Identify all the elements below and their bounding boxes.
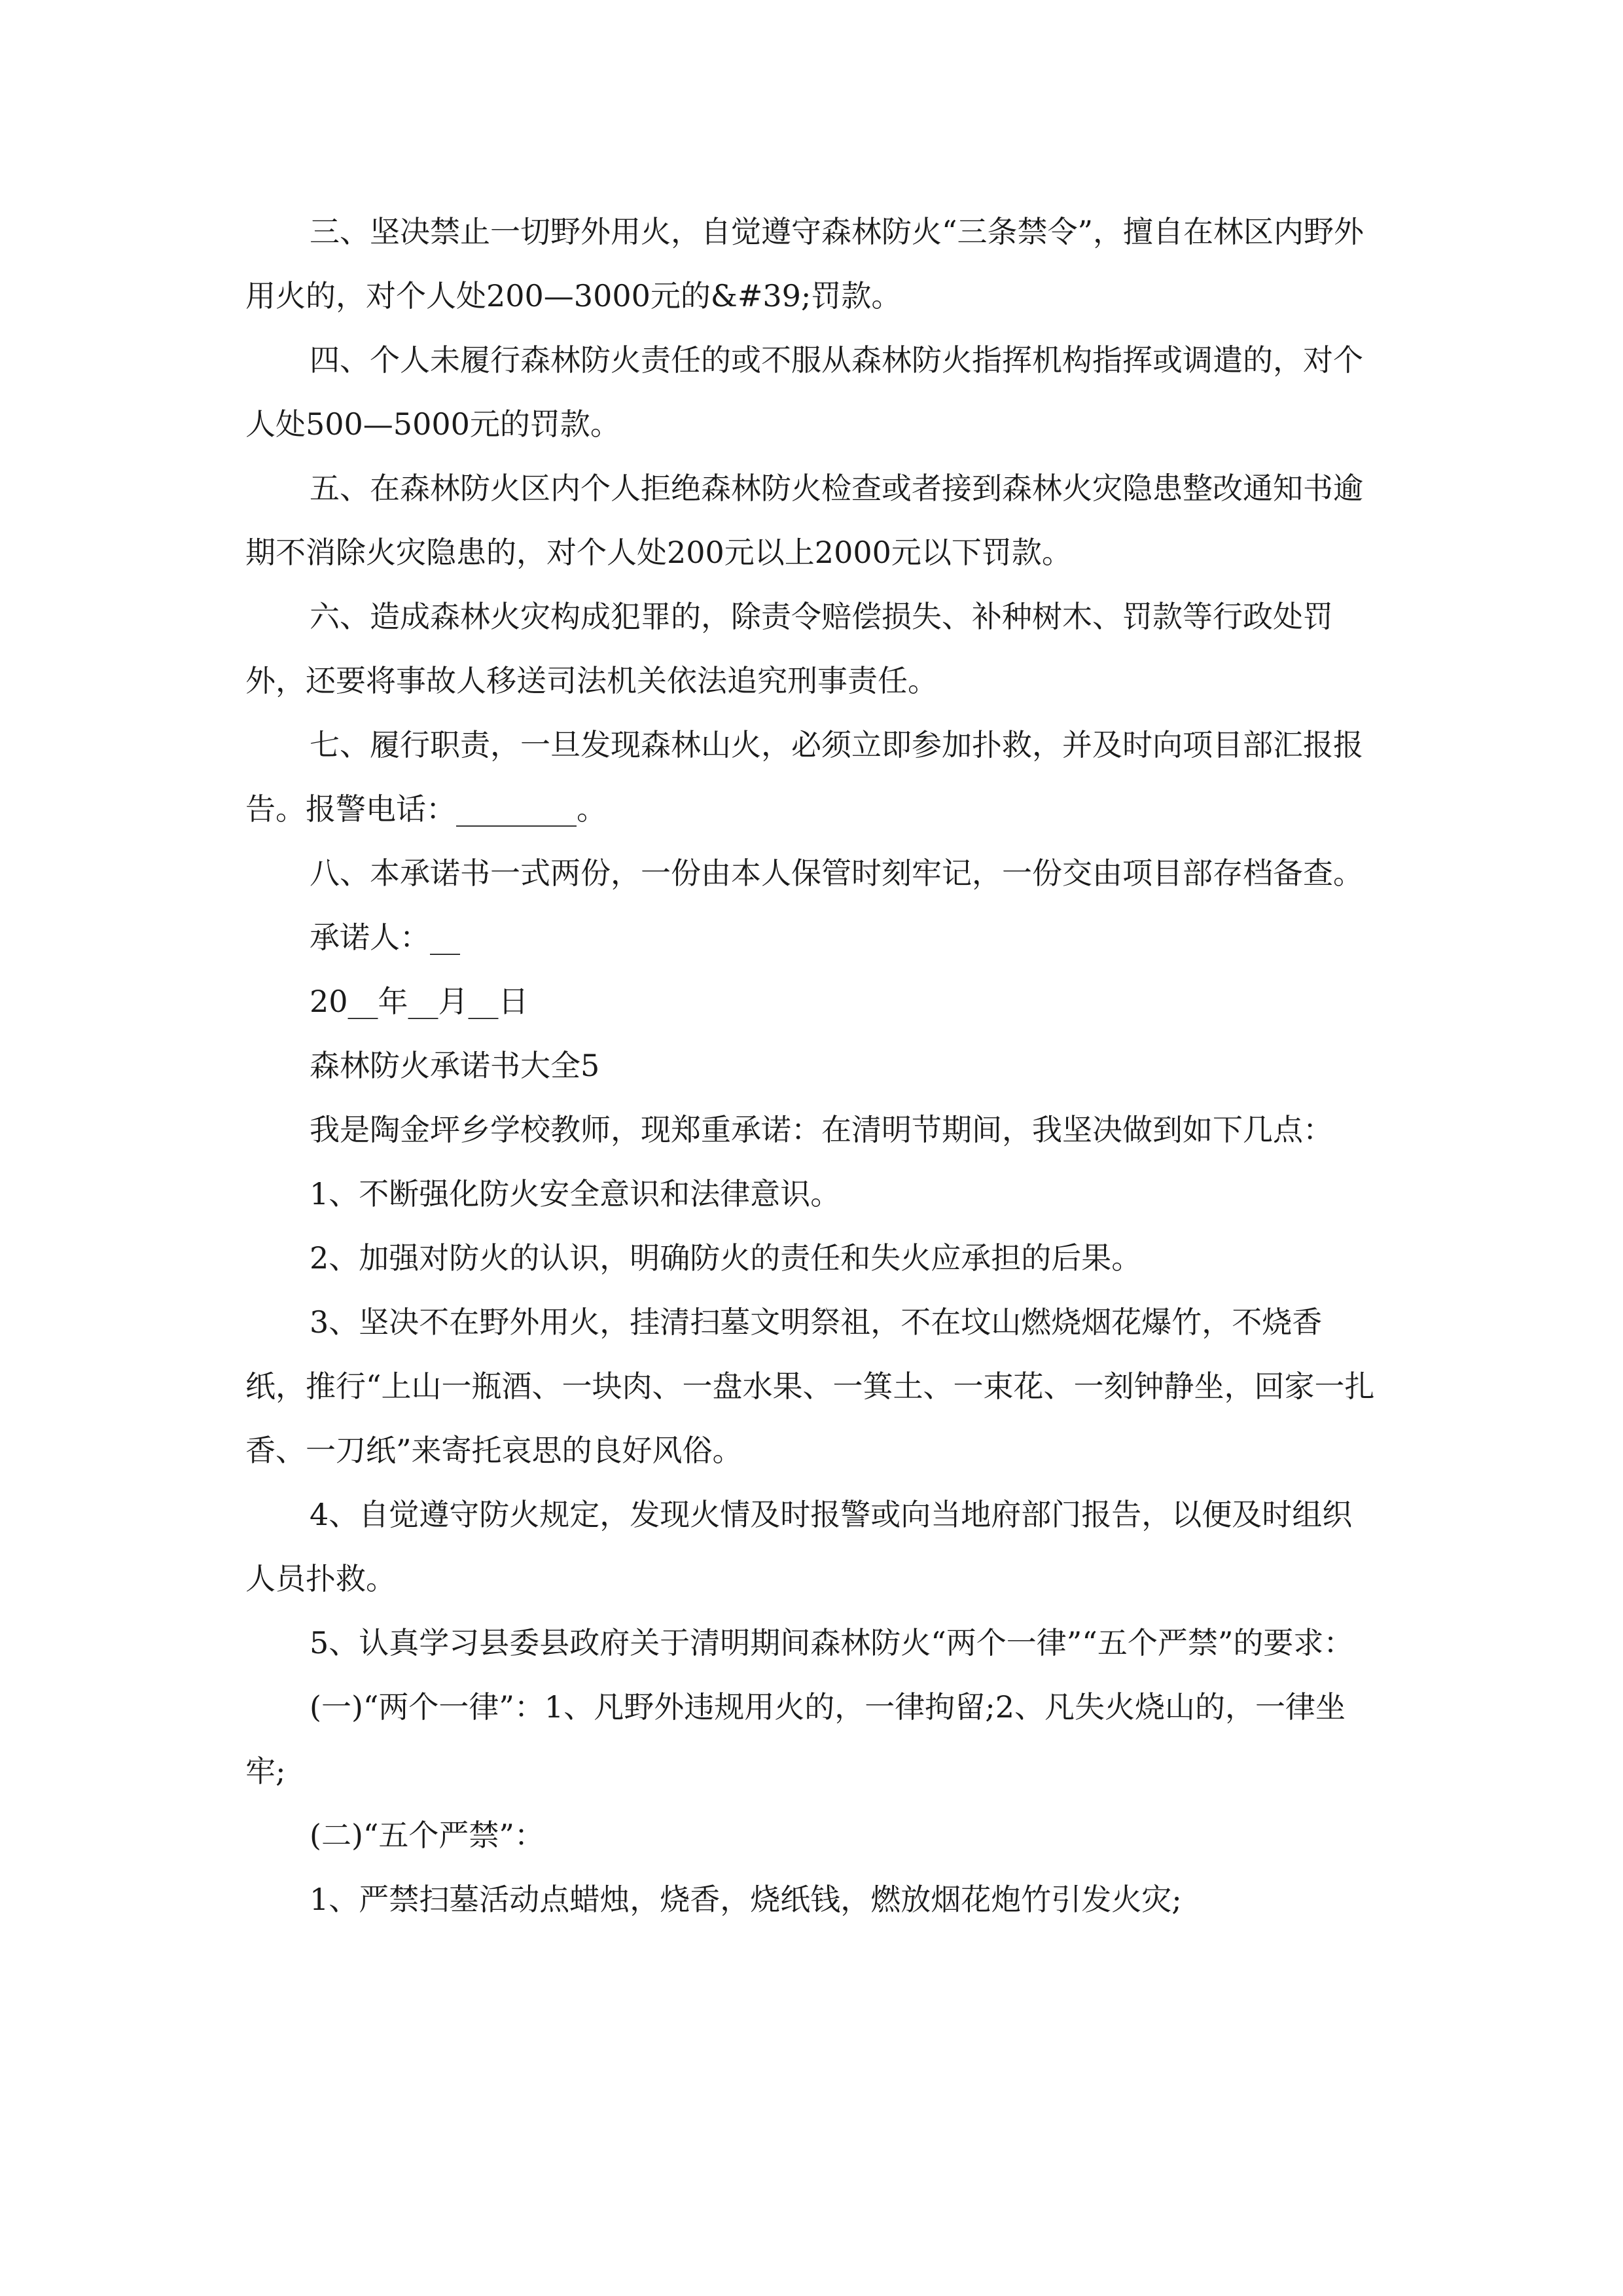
- paragraph-item-4: 四、个人未履行森林防火责任的或不服从森林防火指挥机构指挥或调遣的，对个人处500—5000元的罚款。: [245, 342, 1363, 442]
- intro-statement: 我是陶金坪乡学校教师，现郑重承诺：在清明节期间，我坚决做到如下几点：: [310, 1112, 1333, 1147]
- pledge-item-2: 2、加强对防火的认识，明确防火的责任和失火应承担的后果。: [310, 1240, 1142, 1276]
- two-rules-item: (一)“两个一律”：1、凡野外违规用火的，一律拘留;2、凡失火烧山的，一律坐牢;: [245, 1689, 1346, 1789]
- pledge-item-3: 3、坚决不在野外用火，挂清扫墓文明祭祖，不在坟山燃烧烟花爆竹，不烧香纸，推行“上山一瓶酒、一块肉、一盘水果、一箕土、一束花、一刻钟静坐，回家一扎香、一刀纸”来寄托哀思的良好风俗。: [245, 1304, 1375, 1468]
- date-line: 20__年__月__日: [310, 984, 529, 1019]
- pledge-item-4: 4、自觉遵守防火规定，发现火情及时报警或向当地府部门报告，以便及时组织人员扑救。: [245, 1497, 1353, 1596]
- paragraph-item-7: 七、履行职责，一旦发现森林山火，必须立即参加扑救，并及时向项目部汇报报告。报警电话：________。: [245, 727, 1363, 827]
- pledge-item-1: 1、不断强化防火安全意识和法律意识。: [310, 1176, 841, 1211]
- paragraph-item-5: 五、在森林防火区内个人拒绝森林防火检查或者接到森林火灾隐患整改通知书逾期不消除火灾隐患的，对个人处200元以上2000元以下罚款。: [245, 471, 1363, 570]
- five-prohibitions-heading: (二)“五个严禁”：: [310, 1818, 544, 1853]
- document-body: [245, 200, 1381, 1931]
- promisor-line: 承诺人：__: [310, 920, 460, 955]
- paragraph-item-6: 六、造成森林火灾构成犯罪的，除责令赔偿损失、补种树木、罚款等行政处罚外，还要将事故人移送司法机关依法追究刑事责任。: [245, 599, 1333, 698]
- paragraph-item-8: 八、本承诺书一式两份，一份由本人保管时刻牢记，一份交由项目部存档备查。: [310, 855, 1363, 891]
- prohibition-item-1: 1、严禁扫墓活动点蜡烛，烧香，烧纸钱，燃放烟花炮竹引发火灾;: [310, 1882, 1182, 1917]
- section-title: 森林防火承诺书大全5: [310, 1048, 600, 1083]
- pledge-item-5: 5、认真学习县委县政府关于清明期间森林防火“两个一律”“五个严禁”的要求：: [310, 1625, 1354, 1660]
- paragraph-item-3: 三、坚决禁止一切野外用火，自觉遵守森林防火“三条禁令”，擅自在林区内野外用火的，对个人处200—3000元的&#39;罚款。: [245, 214, 1364, 314]
